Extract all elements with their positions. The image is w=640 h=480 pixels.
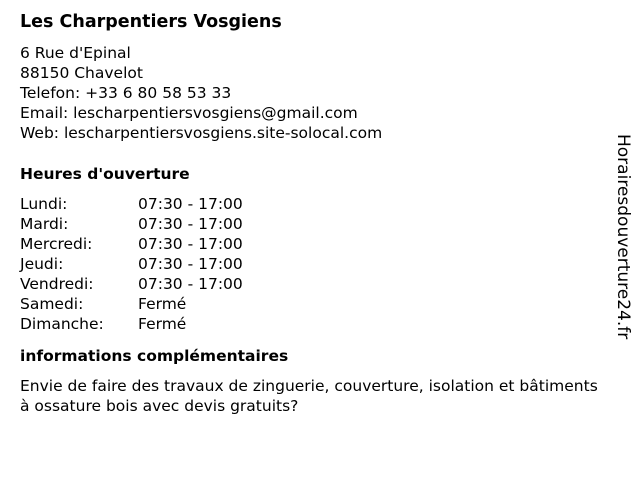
hours-row-tuesday	[20, 214, 610, 234]
opening-hours-table	[20, 194, 610, 334]
hours-row-friday	[20, 274, 610, 294]
day-label: Vendredi:	[20, 275, 94, 293]
day-hours: 07:30 - 17:00	[138, 215, 243, 233]
additional-info-text: Envie de faire des travaux de zinguerie, couverture, isolation et bâtiments à ossature bois avec devis gratuits?	[20, 377, 598, 415]
hours-row-sunday	[20, 314, 610, 334]
day-hours: 07:30 - 17:00	[138, 195, 243, 213]
email-line[interactable]: Email: lescharpentiersvosgiens@gmail.com	[20, 104, 358, 122]
site-watermark: Horairesdouverture24.fr	[613, 134, 633, 340]
hours-row-thursday	[20, 254, 610, 274]
day-hours: 07:30 - 17:00	[138, 255, 243, 273]
phone-line[interactable]: Telefon: +33 6 80 58 53 33	[20, 84, 232, 102]
day-hours: Fermé	[138, 295, 187, 313]
day-label: Mardi:	[20, 215, 69, 233]
business-card	[20, 10, 610, 416]
web-line[interactable]: Web: lescharpentiersvosgiens.site-solocal.com	[20, 124, 383, 142]
hours-row-monday	[20, 194, 610, 214]
address-block	[20, 43, 610, 143]
hours-row-saturday	[20, 294, 610, 314]
day-hours: 07:30 - 17:00	[138, 235, 243, 253]
day-label: Lundi:	[20, 195, 68, 213]
opening-hours-heading: Heures d'ouverture	[20, 165, 190, 183]
day-label: Dimanche:	[20, 315, 104, 333]
hours-row-wednesday	[20, 234, 610, 254]
street-address: 6 Rue d'Epinal	[20, 44, 131, 62]
day-hours: Fermé	[138, 315, 187, 333]
city-address: 88150 Chavelot	[20, 64, 143, 82]
day-label: Samedi:	[20, 295, 84, 313]
day-label: Mercredi:	[20, 235, 93, 253]
day-label: Jeudi:	[20, 255, 64, 273]
day-hours: 07:30 - 17:00	[138, 275, 243, 293]
additional-info-heading: informations complémentaires	[20, 347, 289, 365]
business-name: Les Charpentiers Vosgiens	[20, 12, 282, 32]
